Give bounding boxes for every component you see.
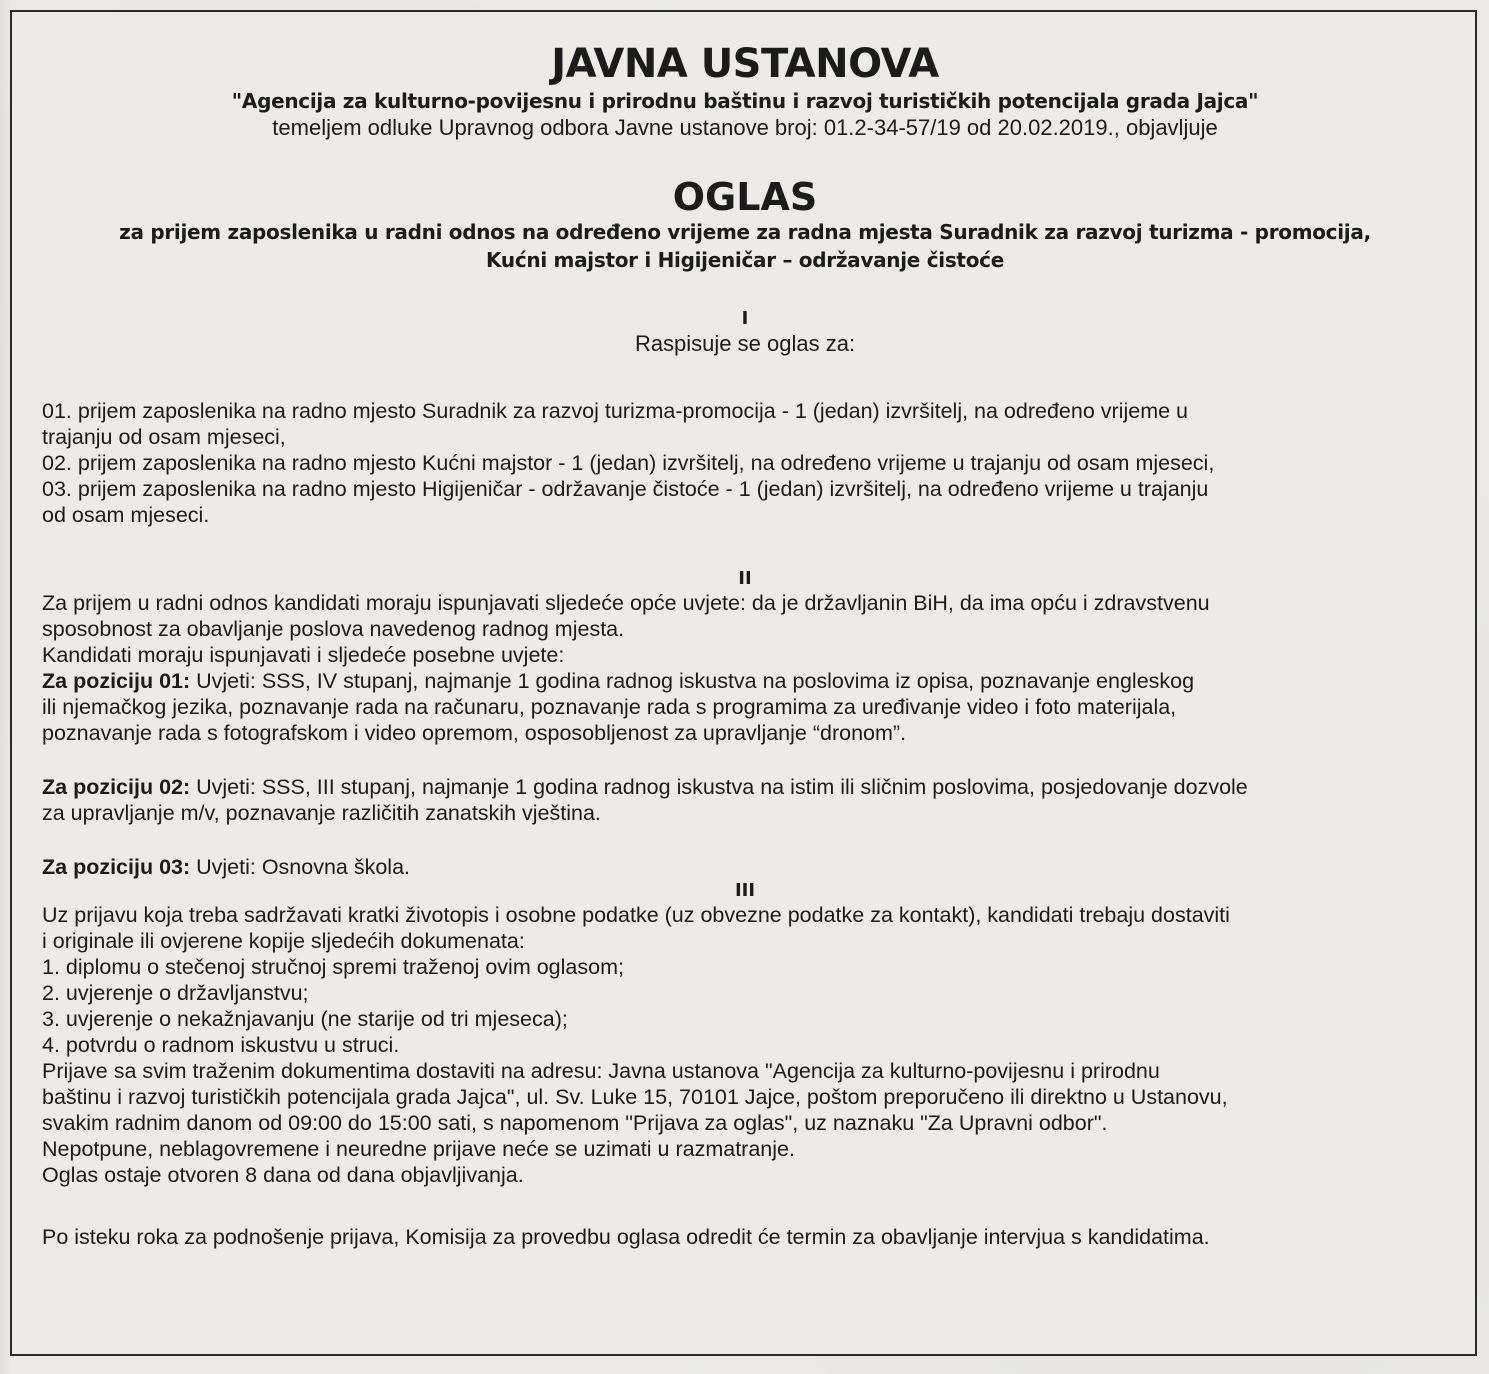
announcement-subtitle-line-1: za prijem zaposlenika u radni odnos na određeno vrijeme za radna mjesta Suradnik za razvoj turizma - promocija, (119, 220, 1371, 244)
institution-subtitle: "Agencija za kulturno-povijesnu i prirodnu baštinu i razvoj turističkih potencijala grada Jajca" (231, 89, 1259, 113)
position-02-text: Uvjeti: SSS, III stupanj, najmanje 1 godina radnog iskustva na istim ili sličnim poslovima, posjedovanje dozvole (190, 775, 1248, 799)
section1-line: 03. prijem zaposlenika na radno mjesto Higijeničar - održavanje čistoće - 1 (jedan) izvršitelj, na određeno vrijeme u trajanju (42, 477, 1209, 501)
general-conditions-line: Za prijem u radni odnos kandidati moraju ispunjavati sljedeće opće uvjete: da je državljanin BiH, da ima opću i zdravstvenu (42, 591, 1210, 615)
section-numeral-2: II (738, 568, 752, 589)
section3-line: i originale ili ovjerene kopije sljedećih dokumenata: (42, 929, 525, 953)
position-01-line: ili njemačkog jezika, poznavanje rada na računaru, poznavanje rada s programima za uređivanje video i foto materijala, (42, 695, 1177, 719)
position-01-line (30, 668, 1460, 694)
document-list-item: 1. diplomu o stečenoj stručnoj spremi traženoj ovim oglasom; (42, 955, 624, 979)
announcement-title: OGLAS (672, 175, 818, 219)
section3-line: Prijave sa svim traženim dokumentima dostaviti na adresu: Javna ustanova "Agencija za kulturno-povijesnu i prirodnu (42, 1059, 1160, 1083)
section3-line: Oglas ostaje otvoren 8 dana od dana objavljivanja. (42, 1163, 524, 1187)
announcement-subtitle-line-2: Kućni majstor i Higijeničar – održavanje čistoće (486, 248, 1004, 272)
position-02-line: za upravljanje m/v, poznavanje različitih zanatskih vještina. (42, 801, 601, 825)
section3-line: baštinu i razvoj turističkih potencijala grada Jajca", ul. Sv. Luke 15, 70101 Jajce, poštom preporučeno ili direktno u Ustanovu, (42, 1085, 1228, 1109)
section1-line: trajanju od osam mjeseci, (42, 425, 286, 449)
document-list-item: 2. uvjerenje o državljanstvu; (42, 981, 309, 1005)
position-03-line (30, 854, 1460, 880)
document-list-item: 4. potvrdu o radnom iskustvu u struci. (42, 1033, 400, 1057)
position-01-label: Za poziciju 01: (42, 669, 191, 693)
position-01-line: poznavanje rada s fotografskom i video opremom, osposobljenost za upravljanje “dronom”. (42, 721, 907, 745)
position-02-label: Za poziciju 02: (42, 775, 191, 799)
section3-line: Nepotpune, neblagovremene i neuredne prijave neće se uzimati u razmatranje. (42, 1137, 795, 1161)
position-03-label: Za poziciju 03: (42, 855, 191, 879)
announcement-content (30, 30, 1460, 1250)
section1-line: od osam mjeseci. (42, 503, 210, 527)
document-list-item: 3. uvjerenje o nekažnjavanju (ne starije od tri mjeseca); (42, 1007, 568, 1031)
position-02-line (30, 774, 1460, 800)
decision-line: temeljem odluke Upravnog odbora Javne ustanove broj: 01.2-34-57/19 od 20.02.2019., objavljuje (272, 115, 1218, 140)
position-01-text: Uvjeti: SSS, IV stupanj, najmanje 1 godina radnog iskustva na poslovima iz opisa, poznavanje engleskog (190, 669, 1195, 693)
section1-intro: Raspisuje se oglas za: (634, 331, 856, 356)
closing-note: Po isteku roka za podnošenje prijava, Komisija za provedbu oglasa odredit će termin za obavljanje intervjua s kandidatima. (42, 1225, 1210, 1249)
general-conditions-line: sposobnost za obavljanje poslova navedenog radnog mjesta. (42, 617, 625, 641)
general-conditions-line: Kandidati moraju ispunjavati i sljedeće posebne uvjete: (42, 643, 565, 667)
section3-line: svakim radnim danom od 09:00 do 15:00 sati, s napomenom "Prijava za oglas", uz naznaku "Za Upravni odbor". (42, 1111, 1108, 1135)
institution-title: JAVNA USTANOVA (551, 41, 939, 87)
section-numeral-3: III (734, 880, 756, 901)
position-03-text: Uvjeti: Osnovna škola. (190, 855, 411, 879)
section3-line: Uz prijavu koja treba sadržavati kratki životopis i osobne podatke (uz obvezne podatke za kontakt), kandidati trebaju dostaviti (42, 903, 1230, 927)
section-numeral-1: I (741, 308, 749, 329)
section1-line: 01. prijem zaposlenika na radno mjesto Suradnik za razvoj turizma-promocija - 1 (jedan) izvršitelj, na određeno vrijeme u (42, 399, 1188, 423)
announcement-frame (10, 10, 1477, 1356)
section1-line: 02. prijem zaposlenika na radno mjesto Kućni majstor - 1 (jedan) izvršitelj, na određeno vrijeme u trajanju od osam mjeseci, (42, 451, 1215, 475)
